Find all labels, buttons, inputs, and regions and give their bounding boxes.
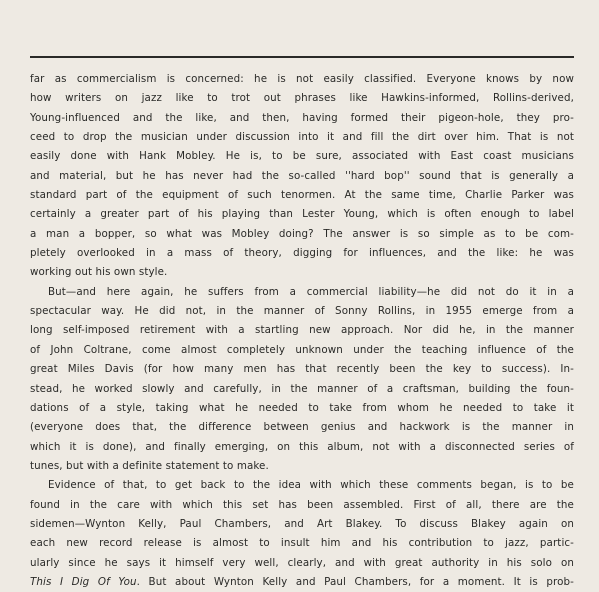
song-title: This I Dig Of You [30,575,137,588]
text-line: (everyone does that, the difference between genius and hackwork is the manner in [30,421,574,434]
text-line: Young-influenced and the like, and then, having formed their pigeon-hole, they pro- [30,111,574,124]
text-line-final [30,573,574,592]
text-line: long self-imposed retirement with a startling new approach. Nor did he, in the manner [30,324,574,337]
text-line: found in the care with which this set has been assembled. First of all, there are the [30,498,574,511]
text-line: spectacular way. He did not, in the manner of Sonny Rollins, in 1955 emerge from a [30,305,574,318]
text-line: a man a bopper, so what was Mobley doing? The answer is so simple as to be com- [30,227,574,240]
text-line: great Miles Davis (for how many men has that recently been the key to success). In- [30,363,574,376]
text-line: standard part of the equipment of such tenormen. At the same time, Charlie Parker was [30,189,574,202]
text-line: working out his own style. [30,266,168,279]
text-line: and material, but he has never had the so-called ''hard bop'' sound that is generally a [30,169,574,182]
text-line: far as commercialism is concerned: he is not easily classified. Everyone knows by now [30,73,574,85]
text-line: of John Coltrane, come almost completely unknown under the teaching influence of the [30,343,574,356]
text-line: tunes, but with a definite statement to make. [30,459,269,472]
text-line: stead, he worked slowly and carefully, in the manner of a craftsman, building the foun- [30,382,574,395]
text-line: dations of a style, taking what he needed to take from whom he needed to take it [30,401,574,414]
text-line: how writers on jazz like to trot out phrases like Hawkins-informed, Rollins-derived, [30,92,574,105]
text-line: ularly since he says it himself very well, clearly, and with great authority in his solo on [30,556,574,569]
text-line: pletely overlooked in a mass of theory, digging for influences, and the like: he was [30,247,574,260]
paragraph-start-line: But—and here again, he suffers from a commercial liability—he did not do it in a [48,285,574,298]
liner-notes-text [30,70,574,592]
text-line: sidemen—Wynton Kelly, Paul Chambers, and Art Blakey. To discuss Blakey again on [30,517,574,530]
text-line: certainly a greater part of his playing than Lester Young, which is often enough to label [30,208,574,221]
text-line-rest: . But about Wynton Kelly and Paul Chambers, for a moment. It is prob- [136,575,574,588]
paragraph-start-line: Evidence of that, to get back to the idea with which these comments began, is to be [48,479,574,492]
text-line: which it is done), and finally emerging, on this album, not with a disconnected series of [30,440,574,453]
horizontal-rule [30,56,574,58]
text-line: each new record release is almost to insult him and his contribution to jazz, partic- [30,537,574,550]
text-line: easily done with Hank Mobley. He is, to be sure, associated with East coast musicians [30,150,574,163]
text-line: ceed to drop the musician under discussion into it and fill the dirt over him. That is not [30,131,574,144]
